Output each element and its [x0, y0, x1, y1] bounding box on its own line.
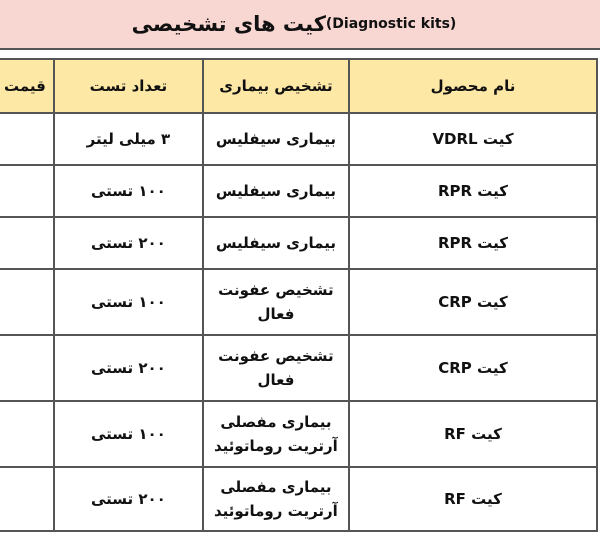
table-row [0, 401, 597, 467]
header-count: تعداد تست [54, 59, 203, 113]
price-cell [0, 269, 54, 335]
price-cell [0, 335, 54, 401]
table-row [0, 269, 597, 335]
diagnosis: بیماری مفصلی آرتریت روماتوئید [203, 467, 349, 531]
title-fa: کیت های تشخیصی [131, 12, 326, 36]
diagnostic-kits-table [0, 58, 598, 532]
table-row [0, 335, 597, 401]
diagnosis: تشخیص عفونت فعال [203, 335, 349, 401]
header-name: نام محصول [349, 59, 597, 113]
test-count: ۱۰۰ تستی [54, 269, 203, 335]
title-en: (Diagnostic kits) [325, 16, 457, 32]
table-header-row [0, 59, 597, 113]
price-cell [0, 165, 54, 217]
product-name: کیت CRP [349, 335, 597, 401]
title-bar [0, 0, 600, 50]
price-cell [0, 401, 54, 467]
diagnosis: بیماری سیفلیس [203, 165, 349, 217]
test-count: ۱۰۰ تستی [54, 401, 203, 467]
product-name: کیت RPR [349, 217, 597, 269]
table-row [0, 113, 597, 165]
product-name: کیت VDRL [349, 113, 597, 165]
table-row [0, 467, 597, 531]
product-name: کیت RPR [349, 165, 597, 217]
diagnosis: بیماری سیفلیس [203, 217, 349, 269]
product-name: کیت RF [349, 401, 597, 467]
diagnosis: تشخیص عفونت فعال [203, 269, 349, 335]
diagnosis: بیماری سیفلیس [203, 113, 349, 165]
test-count: ۲۰۰ تستی [54, 335, 203, 401]
table-row [0, 217, 597, 269]
test-count: ۳ میلی لیتر [54, 113, 203, 165]
product-name: کیت RF [349, 467, 597, 531]
price-cell [0, 467, 54, 531]
price-cell [0, 113, 54, 165]
product-name: کیت CRP [349, 269, 597, 335]
price-cell [0, 217, 54, 269]
test-count: ۲۰۰ تستی [54, 217, 203, 269]
diagnosis: بیماری مفصلی آرتریت روماتوئید [203, 401, 349, 467]
header-diagnosis: تشخیص بیماری [203, 59, 349, 113]
test-count: ۲۰۰ تستی [54, 467, 203, 531]
table-row [0, 165, 597, 217]
test-count: ۱۰۰ تستی [54, 165, 203, 217]
header-price: قیمت [0, 59, 54, 113]
